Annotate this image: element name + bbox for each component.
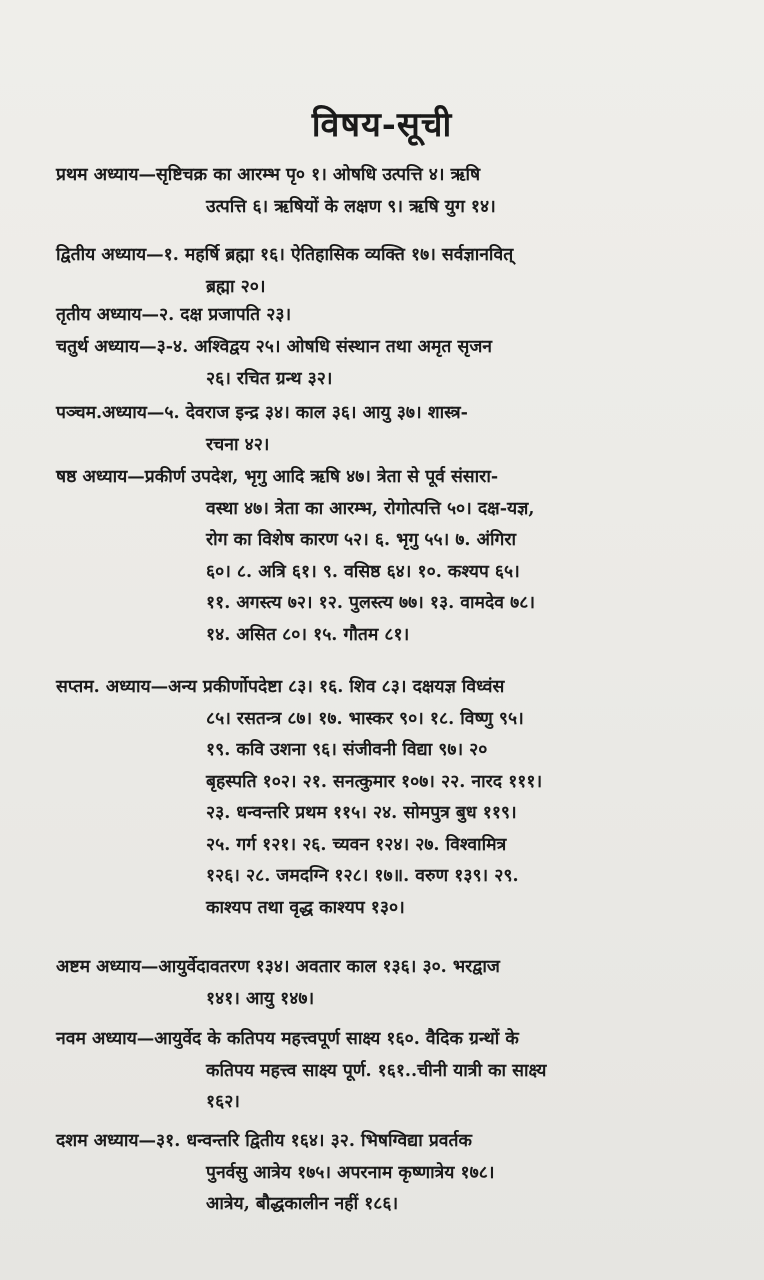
chapter-heading: चतुर्थ अध्याय—३-४. अश्विद्वय २५। ओषधि संस्थान तथा अमृत सृजन <box>56 337 493 357</box>
chapter-8 <box>56 952 718 1015</box>
chapter-4 <box>56 332 718 395</box>
chapter-heading: तृतीय अध्याय—२. दक्ष प्रजापति २३। <box>56 305 292 325</box>
chapter-line: ब्रह्मा २०। <box>206 276 266 297</box>
chapter-heading: द्वितीय अध्याय—१. महर्षि ब्रह्मा १६। ऐतिहासिक व्यक्ति १७। सर्वज्ञानवित् <box>56 245 514 265</box>
chapter-line: १९. कवि उशना ९६। संजीवनी विद्या ९७। २० <box>206 740 488 760</box>
chapter-heading: नवम अध्याय—आयुर्वेद के कतिपय महत्त्वपूर्ण साक्ष्य १६०. वैदिक ग्रन्थों के <box>56 1029 519 1049</box>
chapter-heading: अष्टम अध्याय—आयुर्वेदावतरण १३४। अवतार काल १३६। ३०. भरद्वाज <box>56 957 500 977</box>
chapter-heading: प्रथम अध्याय—सृष्टिचक्र का आरम्भ पृ० १। ओषधि उत्पत्ति ४। ऋषि <box>56 165 481 185</box>
chapter-line: वस्था ४७। त्रेता का आरम्भ, रोगोत्पत्ति ५०। दक्ष-यज्ञ, <box>206 498 535 519</box>
chapter-3 <box>56 300 718 332</box>
chapter-heading: सप्तम. अध्याय—अन्य प्रकीर्णोपदेष्टा ८३। १६. शिव ८३। दक्षयज्ञ विध्वंस <box>56 677 505 697</box>
chapter-line: बृहस्पति १०२। २१. सनत्कुमार १०७। २२. नारद १११। <box>206 771 543 792</box>
chapter-7 <box>56 672 718 924</box>
chapter-line: २५. गर्ग १२१। २६. च्यवन १२४। २७. विश्वामित्र <box>206 834 507 855</box>
chapter-heading: पञ्चम.अध्याय—५. देवराज इन्द्र ३४। काल ३६। आयु ३७। शास्त्र- <box>56 403 468 423</box>
chapter-line: २३. धन्वन्तरि प्रथम ११५। २४. सोमपुत्र बुध ११९। <box>206 803 517 823</box>
chapter-line: रोग का विशेष कारण ५२। ६. भृगु ५५। ७. अंगिरा <box>206 530 517 550</box>
chapter-line: ११. अगस्त्य ७२। १२. पुलस्त्य ७७। १३. वामदेव ७८। <box>206 593 535 613</box>
chapter-line: १२६। २८. जमदग्नि १२८। १७॥. वरुण १३९। २९. <box>206 866 519 886</box>
chapter-1 <box>56 160 718 223</box>
chapter-line: कतिपय महत्त्व साक्ष्य पूर्ण. १६१..चीनी यात्री का साक्ष्य <box>206 1060 547 1081</box>
chapter-heading: दशम अध्याय—३१. धन्वन्तरि द्वितीय १६४। ३२. भिषग्विद्या प्रवर्तक <box>56 1131 472 1151</box>
chapter-line: १६२। <box>206 1092 240 1112</box>
chapter-line: १४१। आयु १४७। <box>206 988 315 1009</box>
chapter-line: १४. असित ८०। १५. गौतम ८१। <box>206 624 410 645</box>
chapter-6 <box>56 462 718 651</box>
chapter-10 <box>56 1126 718 1221</box>
chapter-line: ६०। ८. अत्रि ६१। ९. वसिष्ठ ६४। १०. कश्यप ६५। <box>206 561 520 582</box>
chapter-9 <box>56 1024 718 1119</box>
chapter-line: आत्रेय, बौद्धकालीन नहीं १८६। <box>206 1194 399 1214</box>
chapter-line: उत्पत्ति ६। ऋषियों के लक्षण ९। ऋषि युग १४। <box>206 196 496 217</box>
page-title: विषय-सूची <box>311 105 453 145</box>
chapter-line: ८५। रसतन्त्र ८७। १७. भास्कर ९०। १८. विष्णु ९५। <box>206 708 524 729</box>
chapter-2 <box>56 240 718 303</box>
chapter-line: काश्यप तथा वृद्ध काश्यप १३०। <box>206 897 405 918</box>
chapter-heading: षष्ठ अध्याय—प्रकीर्ण उपदेश, भृगु आदि ऋषि ४७। त्रेता से पूर्व संसारा- <box>56 467 499 487</box>
chapter-line: रचना ४२। <box>206 434 270 455</box>
chapter-line: २६। रचित ग्रन्थ ३२। <box>206 368 333 389</box>
chapter-5 <box>56 398 718 461</box>
chapter-line: पुनर्वसु आत्रेय १७५। अपरनाम कृष्णात्रेय १७८। <box>206 1162 495 1183</box>
